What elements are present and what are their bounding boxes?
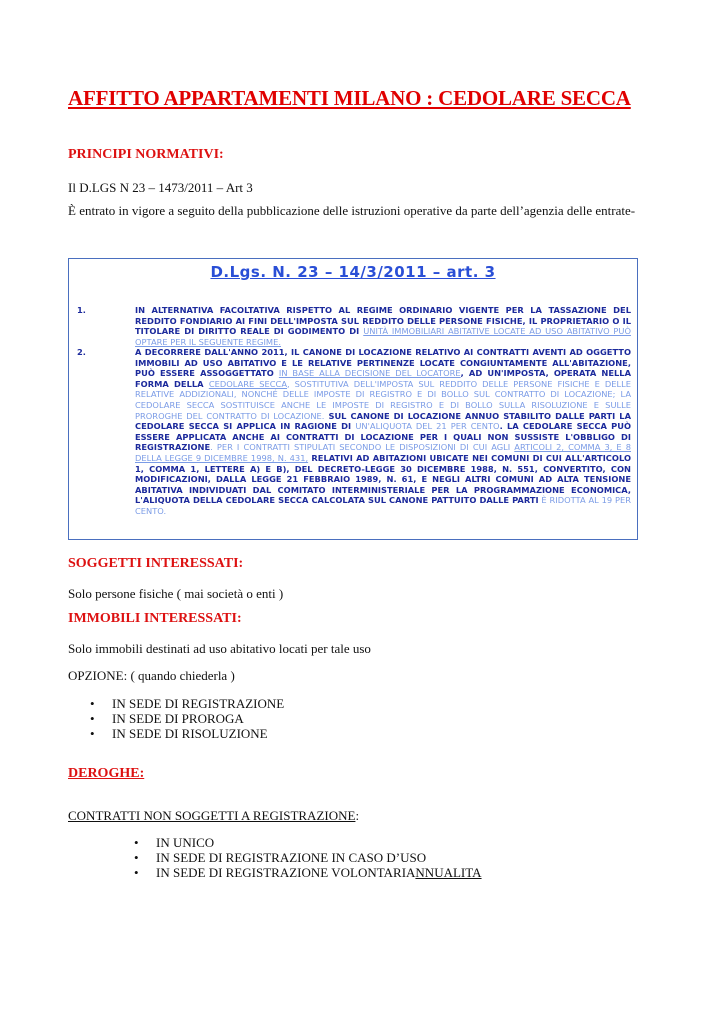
law-item-2-part-d: SUL CANONE DI LOCAZIONE ANNUO STABILITO DALLE PARTI LA CEDOLARE SECCA SI APPLICA IN RAGIONE DI [135, 410, 631, 432]
contratti-colon: : [355, 808, 360, 823]
law-item-2-part-b: , AD UN'IMPOSTA, OPERATA NELLA FORMA DELLA [135, 368, 631, 389]
law-item-1-body: IN ALTERNATIVA FACOLTATIVA RISPETTO AL REGIME ORDINARIO VIGENTE PER LA TASSAZIONE DEL REDDITO FONDIARIO AI FINI DELL'IMPOSTA SUL REDDITO DELLE PERSONE FISICHE, IL PROPRIETARIO O IL TITOLARE DI DIRITTO REALE DI GODIMENTO DI [135, 305, 631, 337]
bullet-icon: • [134, 850, 139, 865]
list-item-text: IN SEDE DI REGISTRAZIONE [112, 696, 285, 711]
list-item-text: IN SEDE DI PROROGA [112, 711, 244, 726]
law-item-2-link-articoli[interactable]: ARTICOLI 2, COMMA 3, E 8 DELLA LEGGE 9 DICEMBRE 1998, N. 431, [135, 442, 632, 463]
list-item [90, 711, 284, 726]
law-item-1-link[interactable]: UNITÀ IMMOBILIARI ABITATIVE LOCATE AD USO ABITATIVO PUÒ OPTARE PER IL SEGUENTE REGIME. [135, 326, 631, 347]
bullet-icon: • [134, 835, 139, 850]
law-item-2-part-g: RELATIVI AD ABITAZIONI UBICATE NEI COMUNI DI CUI ALL'ARTICOLO 1, COMMA 1, LETTERE A) E B), DEL DECRETO-LEGGE 30 DICEMBRE 1988, N. 551, CONVERTITO, CON MODIFICAZIONI, DALLA LEGGE 21 FEBBRAIO 1989, N. 61, E NEGLI ALTRI COMUNI AD ALTA TENSIONE ABITATIVA INDIVIDUATI DAL COMITATO INTERMINISTERIALE PER LA PROGRAMMAZIONE ECONOMICA, L'ALIQUOTA DELLA CEDOLARE SECCA CALCOLATA SUL CANONE PATTUITO DALLE PARTI [135, 452, 631, 506]
law-item-2-part-f: . PER I CONTRATTI STIPULATI SECONDO LE DISPOSIZIONI DI CUI AGLI [210, 442, 515, 453]
list-item-text: IN SEDE DI REGISTRAZIONE VOLONTARIA [156, 865, 416, 880]
law-item-1-text [135, 305, 631, 347]
law-box-title: D.Lgs. N. 23 – 14/3/2011 – art. 3 [210, 263, 496, 281]
law-item-2-link-cedolare[interactable]: CEDOLARE SECCA [208, 378, 288, 389]
law-item-2-part-e: . LA CEDOLARE SECCA PUÒ ESSERE APPLICATA ANCHE AI CONTRATTI DI LOCAZIONE PER I QUALI NON SUSSISTE L'OBBLIGO DI REGISTRAZIONE [135, 421, 631, 453]
law-item-2 [75, 347, 631, 517]
law-item-2-aliquota: UN'ALIQUOTA DEL 21 PER CENTO [355, 421, 500, 432]
law-item-2-part-c: , SOSTITUTIVA DELL'IMPOSTA SUL REDDITO DELLE PERSONE FISICHE E DELLE RELATIVE ADDIZIONALI, NONCHÉ DELLE IMPOSTE DI REGISTRO E DI BOLLO SUL CONTRATTO DI LOCAZIONE; LA CEDOLARE SECCA SOSTITUISCE ANCHE LE IMPOSTE DI REGISTRO E DI BOLLO SULLA RISOLUZIONE E SULLE PROROGHE DEL CONTRATTO DI LOCAZIONE. [135, 378, 631, 421]
deroghe-heading: DEROGHE: [68, 766, 145, 781]
deroghe-list [134, 835, 482, 880]
principi-line1: Il D.LGS N 23 – 1473/2011 – Art 3 [68, 180, 253, 195]
list-item [134, 835, 482, 850]
list-item-text: IN UNICO [156, 835, 215, 850]
opzione-list [90, 696, 284, 741]
law-item-2-link-locatore[interactable]: IN BASE ALLA DECISIONE DEL LOCATORE [278, 368, 461, 379]
list-item-text: IN SEDE DI REGISTRAZIONE IN CASO D’USO [156, 850, 427, 865]
list-item-text: IN SEDE DI RISOLUZIONE [112, 726, 268, 741]
law-item-2-text [135, 347, 631, 517]
immobili-heading: IMMOBILI INTERESSATI: [68, 611, 242, 626]
contratti-label-text: CONTRATTI NON SOGGETTI A REGISTRAZIONE [68, 808, 356, 823]
contratti-label [68, 808, 359, 824]
soggetti-heading: SOGGETTI INTERESSATI: [68, 556, 244, 571]
law-item-2-number: 2. [77, 347, 86, 357]
opzione-label: OPZIONE: ( quando chiederla ) [68, 668, 235, 683]
law-item-1-number: 1. [77, 305, 86, 315]
soggetti-text: Solo persone fisiche ( mai società o enti ) [68, 586, 284, 601]
principi-heading: PRINCIPI NORMATIVI: [68, 147, 224, 162]
law-item-1 [75, 305, 631, 347]
bullet-icon: • [90, 726, 95, 741]
list-item [134, 850, 482, 865]
page-title: AFFITTO APPARTAMENTI MILANO : CEDOLARE SECCA [68, 86, 631, 110]
law-excerpt-box [68, 258, 638, 540]
list-item [90, 726, 284, 741]
bullet-icon: • [90, 696, 95, 711]
list-item-suffix: NNUALITA [415, 865, 482, 880]
bullet-icon: • [90, 711, 95, 726]
bullet-icon: • [134, 865, 139, 880]
principi-line2: È entrato in vigore a seguito della pubblicazione delle istruzioni operative da parte dell’agenzia delle entrate- [68, 203, 636, 218]
immobili-text: Solo immobili destinati ad uso abitativo locati per tale uso [68, 641, 371, 656]
law-item-2-part-h: È RIDOTTA AL 19 PER CENTO. [135, 495, 632, 516]
list-item [134, 865, 482, 880]
list-item [90, 696, 284, 711]
law-item-2-part-a: A DECORRERE DALL'ANNO 2011, IL CANONE DI LOCAZIONE RELATIVO AI CONTRATTI AVENTI AD OGGETTO IMMOBILI AD USO ABITATIVO E LE RELATIVE PERTINENZE LOCATE CONGIUNTAMENTE ALL'ABITAZIONE, PUÒ ESSERE ASSOGGETTATO [135, 347, 631, 379]
